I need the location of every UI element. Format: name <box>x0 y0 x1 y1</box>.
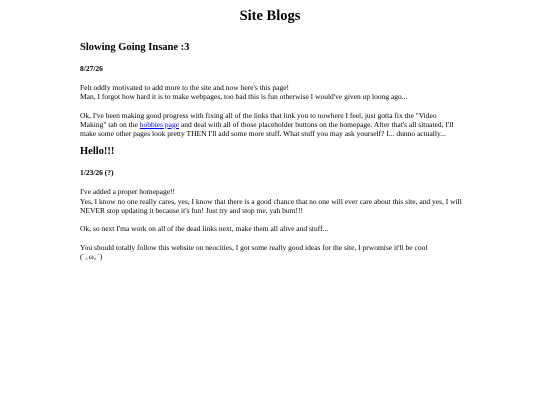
post-paragraph: Ok, so next I'ma work on all of the dead links next, make them all alive and stuff... <box>80 224 329 234</box>
post-text-line: You should totally follow this website on neocities, I got some really good ideas for the site, I prwomise it'll be cool <box>80 242 428 252</box>
blog-post-hello <box>80 145 464 261</box>
blog-content <box>80 41 464 261</box>
post-text: and deal with all of those placeholder buttons on the homepage. After that's all situated, I'll make some other pages look pretty THEN I'll add some more stuff. What stuff you may ask yourself? I... dunno actually... <box>80 119 454 139</box>
post-text-line: I've added a proper homepage!! <box>80 187 176 197</box>
post-paragraph <box>80 83 464 102</box>
post-date: 1/23/26 (?) <box>80 168 114 178</box>
blog-post-slowing-going-insane <box>80 41 464 138</box>
kaomoji: (´｡ω｡`) <box>80 251 103 261</box>
post-text-line: Yes, I know no one really cares, yes, I know that there is a good chance that no one will ever care about this site, and yes, I will NEVER stop updating it because it's fun! Just try and stop me, yah bum!!! <box>80 196 462 216</box>
hobbies-page-link[interactable]: hobbies page <box>139 119 180 129</box>
post-paragraph <box>80 111 464 139</box>
post-text-line: Felt oddly motivated to add more to the site and now here's this page! <box>80 83 290 92</box>
site-title: Site Blogs <box>239 8 301 24</box>
post-title: Hello!!! <box>80 146 115 158</box>
post-date: 8/27/26 <box>80 64 103 73</box>
post-paragraph <box>80 187 464 215</box>
post-text: Ok, I've been making good progress with fixing all of the links that link you to nowhere I feel, just gotta fix the "Video Making" tab on the <box>80 110 437 129</box>
post-title: Slowing Going Insane :3 <box>80 42 190 53</box>
post-paragraph <box>80 243 464 262</box>
post-text-line: Man, I forgot how hard it is to make webpages, too bad this is fun otherwise I would've given up loong ago... <box>80 92 408 102</box>
